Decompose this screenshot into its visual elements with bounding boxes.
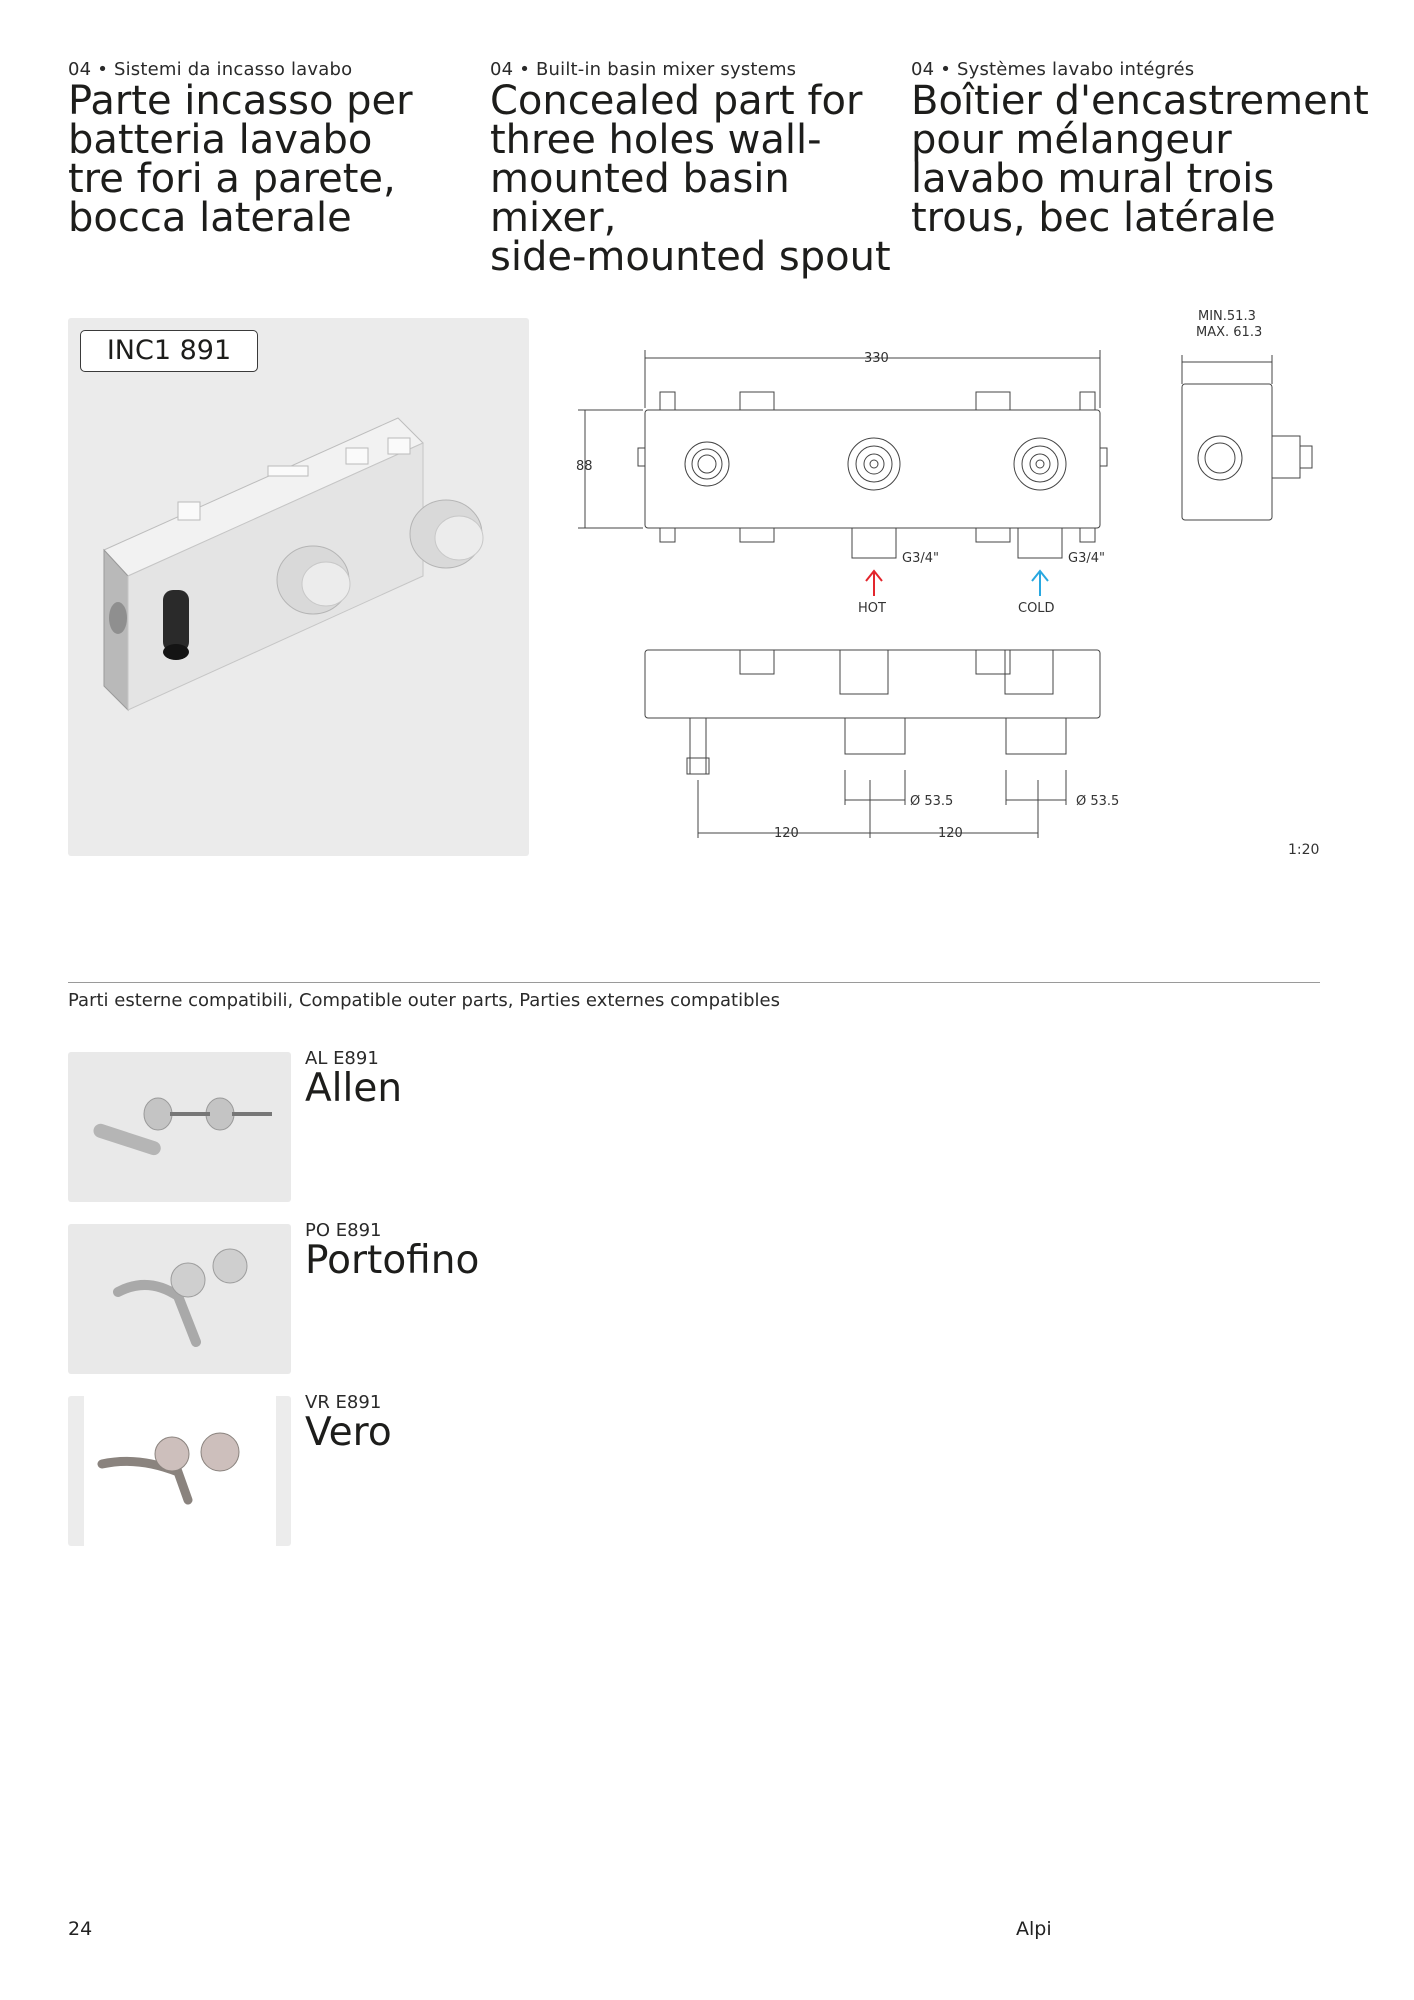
title-line: tre fori a parete, [68,156,396,202]
header-column-fr [911,58,1381,241]
page-title [490,78,910,280]
title-line: mounted basin mixer, [490,156,790,241]
dim-diameter-right: Ø 53.5 [1076,794,1120,809]
page-number: 24 [68,1918,93,1940]
dim-height: 88 [576,459,593,474]
title-line: pour mélangeur [911,117,1232,163]
part-thumbnail-portofino [68,1224,291,1374]
product-photo [68,318,529,856]
hot-thread: G3/4" [902,551,939,566]
part-code-allen: AL E891 [305,1048,379,1069]
product-code-tag: INC1 891 [80,330,258,372]
dim-spacing-left: 120 [774,826,799,841]
page-title [68,78,488,241]
title-line: bocca laterale [68,195,352,241]
hot-arrow-icon [866,571,882,596]
cold-arrow-icon [1032,571,1048,596]
dim-spacing-right: 120 [938,826,963,841]
title-line: side-mounted spout [490,234,891,280]
section-divider [68,982,1320,983]
cold-label: COLD [1018,601,1055,616]
faucet-image [68,1052,291,1202]
title-line: batteria lavabo [68,117,373,163]
cold-thread: G3/4" [1068,551,1105,566]
hot-label: HOT [858,601,886,616]
title-line: Parte incasso per [68,78,413,124]
faucet-image [68,1396,291,1546]
compatible-parts-label: Parti esterne compatibili, Compatible outer parts, Parties externes compatibles [68,990,780,1011]
part-code-vero: VR E891 [305,1392,382,1413]
title-line: Concealed part for [490,78,863,124]
part-thumbnail-vero [68,1396,291,1546]
dim-diameter-left: Ø 53.5 [910,794,954,809]
title-line: three holes wall- [490,117,822,163]
section-subtitle: 04 • Built-in basin mixer systems [490,59,797,80]
faucet-image [68,1224,291,1374]
dim-depth-max: MAX. 61.3 [1196,325,1263,340]
title-line: Boîtier d'encastrement [911,78,1369,124]
title-line: lavabo mural trois [911,156,1275,202]
section-subtitle: 04 • Systèmes lavabo intégrés [911,59,1195,80]
header-column-it [68,58,488,241]
title-line: trous, bec latérale [911,195,1276,241]
part-name-portofino: Portofino [305,1238,480,1283]
technical-drawing [560,300,1340,870]
dim-depth-min: MIN.51.3 [1198,309,1256,324]
concealed-box-illustration [68,318,529,856]
brand-name: Alpi [1016,1918,1052,1940]
page-title [911,78,1381,241]
part-thumbnail-allen [68,1052,291,1202]
dim-width: 330 [864,351,889,366]
top-view-body [645,650,1100,718]
part-name-vero: Vero [305,1410,392,1455]
part-code-portofino: PO E891 [305,1220,382,1241]
section-subtitle: 04 • Sistemi da incasso lavabo [68,59,353,80]
side-view-body [1182,384,1272,520]
part-name-allen: Allen [305,1066,403,1111]
header-column-en [490,58,910,280]
drawing-scale: 1:20 [1288,842,1320,858]
